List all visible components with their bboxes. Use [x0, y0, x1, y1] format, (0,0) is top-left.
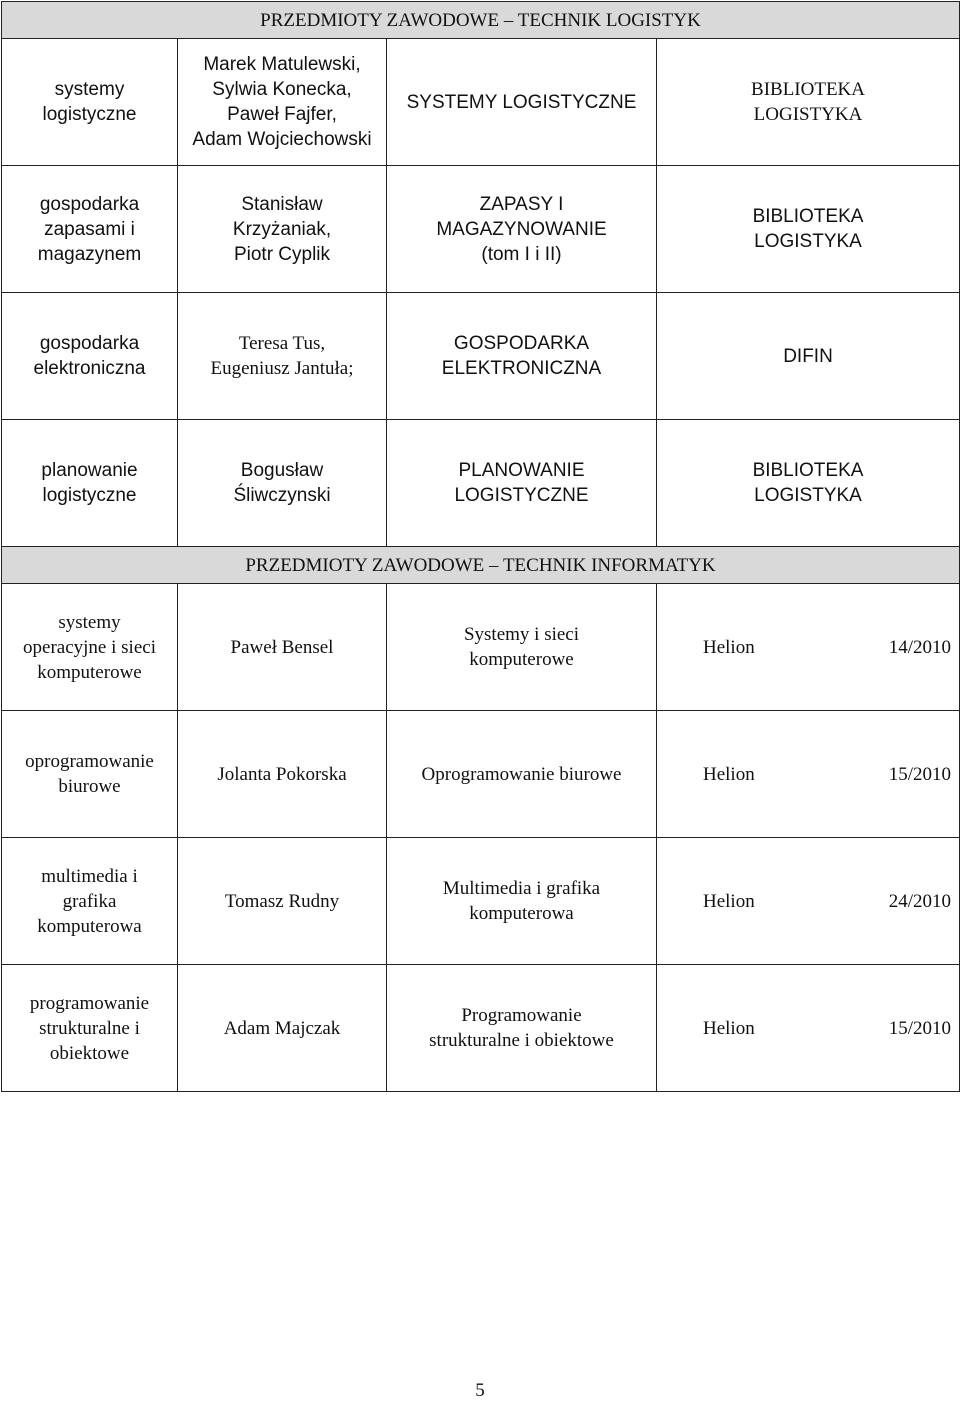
publication-number: 15/2010: [888, 763, 952, 785]
publication-number: 15/2010: [888, 1017, 952, 1039]
subject-cell: gospodarka elektroniczna: [2, 293, 178, 420]
table-row: [2, 293, 960, 420]
page-number: 5: [475, 1380, 485, 1401]
publisher-cell: BIBLIOTEKA LOGISTYKA: [657, 420, 960, 547]
publication-number: 24/2010: [888, 890, 952, 912]
subject-cell: planowanie logistyczne: [2, 420, 178, 547]
table-row: [2, 420, 960, 547]
title-cell: Systemy i sieci komputerowe: [387, 584, 657, 711]
subject-cell: gospodarka zapasami i magazynem: [2, 166, 178, 293]
section-header-informatyk: PRZEDMIOTY ZAWODOWE – TECHNIK INFORMATYK: [2, 547, 960, 584]
authors-cell: Teresa Tus, Eugeniusz Jantuła;: [178, 293, 387, 420]
publisher-name: Helion: [703, 636, 755, 658]
table-row: [2, 584, 960, 711]
subject-cell: oprogramowanie biurowe: [2, 711, 178, 838]
authors-cell: Stanisław Krzyżaniak, Piotr Cyplik: [178, 166, 387, 293]
authors-cell: Tomasz Rudny: [178, 838, 387, 965]
subject-cell: multimedia i grafika komputerowa: [2, 838, 178, 965]
title-cell: Programowanie strukturalne i obiektowe: [387, 965, 657, 1092]
subject-cell: systemy operacyjne i sieci komputerowe: [2, 584, 178, 711]
table-row: [2, 166, 960, 293]
section-header-logistyk: PRZEDMIOTY ZAWODOWE – TECHNIK LOGISTYK: [2, 2, 960, 39]
subject-cell: systemy logistyczne: [2, 39, 178, 166]
title-cell: SYSTEMY LOGISTYCZNE: [387, 39, 657, 166]
title-cell: Oprogramowanie biurowe: [387, 711, 657, 838]
publisher-cell: DIFIN: [657, 293, 960, 420]
publisher-cell: [657, 965, 960, 1092]
authors-cell: Jolanta Pokorska: [178, 711, 387, 838]
authors-cell: Adam Majczak: [178, 965, 387, 1092]
table-row: [2, 838, 960, 965]
title-cell: ZAPASY I MAGAZYNOWANIE (tom I i II): [387, 166, 657, 293]
table-row: [2, 965, 960, 1092]
publisher-cell: BIBLIOTEKA LOGISTYKA: [657, 166, 960, 293]
publisher-name: Helion: [703, 763, 755, 785]
publisher-cell: [657, 711, 960, 838]
table-row: [2, 711, 960, 838]
table-row: [2, 39, 960, 166]
title-cell: GOSPODARKA ELEKTRONICZNA: [387, 293, 657, 420]
publisher-cell: BIBLIOTEKA LOGISTYKA: [657, 39, 960, 166]
publication-number: 14/2010: [888, 636, 952, 658]
publisher-name: Helion: [703, 890, 755, 912]
publisher-cell: [657, 584, 960, 711]
subject-cell: programowanie strukturalne i obiektowe: [2, 965, 178, 1092]
title-cell: Multimedia i grafika komputerowa: [387, 838, 657, 965]
publisher-cell: [657, 838, 960, 965]
authors-cell: Marek Matulewski, Sylwia Konecka, Paweł Fajfer, Adam Wojciechowski: [178, 39, 387, 166]
authors-cell: Bogusław Śliwczynski: [178, 420, 387, 547]
publisher-name: Helion: [703, 1017, 755, 1039]
title-cell: PLANOWANIE LOGISTYCZNE: [387, 420, 657, 547]
textbook-table: [1, 1, 960, 1092]
authors-cell: Paweł Bensel: [178, 584, 387, 711]
